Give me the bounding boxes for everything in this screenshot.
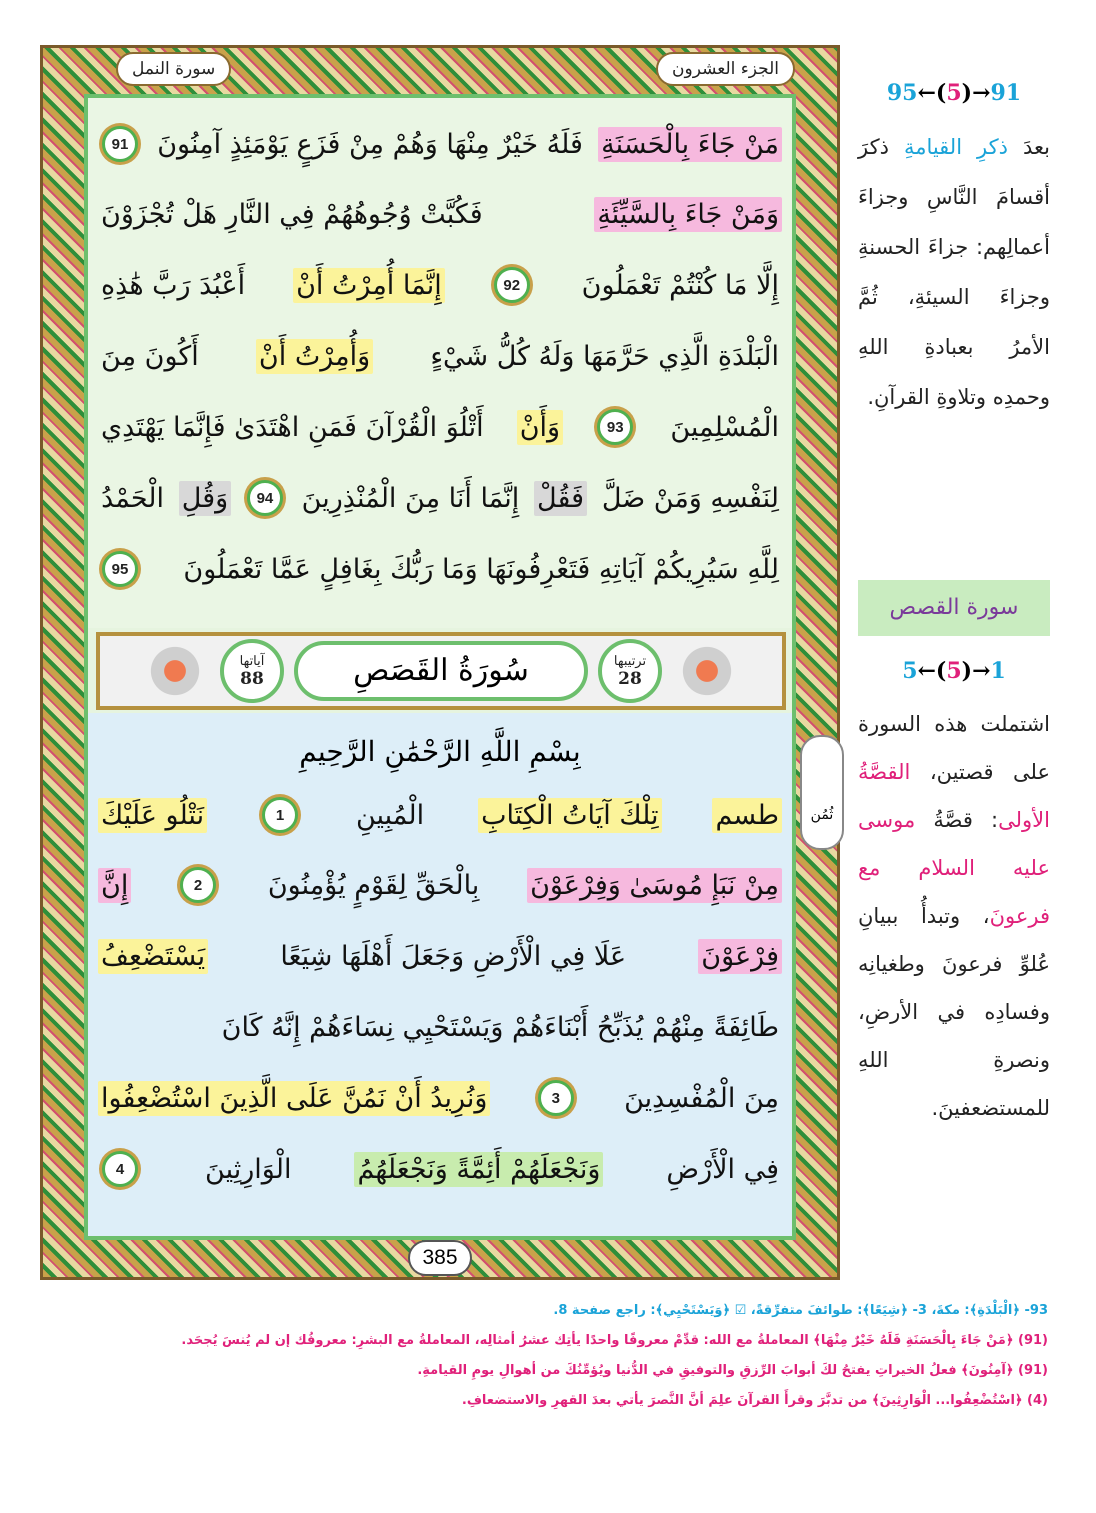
highlighted-phrase: فَقُلْ xyxy=(534,481,587,516)
verse-range-1: 95←(5)→91 xyxy=(886,80,1022,106)
highlighted-phrase: إِنَّمَا أُمِرْتُ أَنْ xyxy=(293,268,445,303)
range-to: 91 xyxy=(990,80,1022,106)
verses-label: آياتها xyxy=(239,653,265,669)
surah-order-badge xyxy=(598,639,662,703)
verse-line xyxy=(98,997,782,1057)
note-text: : قصَّةُ xyxy=(915,808,999,832)
verse-text: الْحَمْدُ xyxy=(101,482,165,514)
ayah-number-marker: 1 xyxy=(262,797,298,833)
note-text: ذكرَ أقسامَ النَّاسِ وجزاءَ أعمالِهم: جزاءَ الحسنةِ وجزاءَ السيئةِ، ثُمَّ الأمرُ بعبادةِ اللهِ وحمدِه وتلاوةِ القرآنِ. xyxy=(858,135,1050,409)
sidebar-note-2 xyxy=(858,700,1050,1132)
juz-header-label: الجزء العشرون xyxy=(656,52,795,86)
verse-text: الْوَارِثِينَ xyxy=(205,1153,292,1185)
order-label: ترتيبها xyxy=(613,653,647,669)
verse-text: أَتْلُوَ الْقُرْآنَ فَمَنِ اهْتَدَىٰ فَإِنَّمَا يَهْتَدِي xyxy=(101,411,484,443)
verse-text: طَائِفَةً مِنْهُمْ يُذَبِّحُ أَبْنَاءَهُمْ وَيَسْتَحْيِي نِسَاءَهُمْ إِنَّهُ كَانَ xyxy=(221,1011,779,1043)
sidebar-surah-title: سورة القصص xyxy=(858,580,1050,636)
highlighted-phrase: مِنْ نَبَإِ مُوسَىٰ وَفِرْعَوْنَ xyxy=(527,868,782,903)
highlighted-phrase: نَتْلُو عَلَيْكَ xyxy=(98,798,207,833)
note-text: اشتملت هذه السورة على قصتين، xyxy=(858,712,1050,784)
highlighted-phrase: وَقُلِ xyxy=(179,481,231,516)
verse-text: فَكُبَّتْ وُجُوهُهُمْ فِي النَّارِ هَلْ تُجْزَوْنَ xyxy=(101,198,483,230)
footnote: (91) ﴿آمِنُونَ﴾ فعلُ الخيراتِ يفتحُ لكَ أبوابَ الرِّزقِ والتوفيقِ في الدُّنيا ويُؤمِّنُكَ من أهوالِ يومِ القيامةِ. xyxy=(417,1363,1048,1378)
note-text: ، وتبدأُ ببيانِ عُلوِّ فرعونَ وطغيانِه وفسادِه في الأرضِ، ونصرةِ اللهِ للمستضعفينَ. xyxy=(858,904,1050,1120)
ornament-icon xyxy=(130,643,220,699)
highlighted-phrase: يَسْتَضْعِفُ xyxy=(98,939,208,974)
verse-text: فَلَهُ خَيْرٌ مِنْهَا وَهُمْ مِنْ فَزَعٍ يَوْمَئِذٍ آمِنُونَ xyxy=(157,128,583,160)
highlighted-phrase: وَنُرِيدُ أَنْ نَمُنَّ عَلَى الَّذِينَ اسْتُضْعِفُوا xyxy=(98,1081,490,1116)
ayah-number-marker: 93 xyxy=(597,409,633,445)
verse-line xyxy=(98,855,782,915)
surah-header-label: سورة النمل xyxy=(116,52,231,86)
highlighted-phrase: وَأُمِرْتُ أَنْ xyxy=(256,339,373,374)
order-number: 28 xyxy=(618,668,642,689)
verse-line xyxy=(98,539,782,599)
note-highlight: موسى عليه السلام مع فرعونَ xyxy=(858,808,1050,928)
verse-text: الْمُبِينِ xyxy=(355,799,425,831)
ayah-number-marker: 3 xyxy=(538,1080,574,1116)
verse-line xyxy=(98,114,782,174)
verse-text: بِالْحَقِّ لِقَوْمٍ يُؤْمِنُونَ xyxy=(267,869,480,901)
surah-banner xyxy=(96,632,786,710)
ornament-icon xyxy=(662,643,752,699)
footnote-vocab: 93- ﴿الْبَلْدَةِ﴾: مكةَ، 3- ﴿شِيَعًا﴾: طوائفَ متفرِّقةً، ☑ ﴿وَيَسْتَحْيِي﴾: راجع صفحة 8. xyxy=(553,1303,1048,1318)
ayah-number-marker: 94 xyxy=(247,480,283,516)
ayah-number-marker: 2 xyxy=(180,867,216,903)
page-number: 385 xyxy=(408,1240,472,1276)
ayah-number-marker: 91 xyxy=(102,126,138,162)
verse-text: إِلَّا مَا كُنْتُمْ تَعْمَلُونَ xyxy=(581,269,779,301)
footnote: (4) ﴿اسْتُضْعِفُوا... الْوَارِثِينَ﴾ من تدبَّرَ وقرأَ القرآنَ علِمَ أنَّ النَّصرَ يأتي بعدَ القهرِ والاستضعافِ. xyxy=(461,1393,1048,1408)
verse-text: الْمُسْلِمِينَ xyxy=(670,411,779,443)
verse-line xyxy=(98,468,782,528)
note-text: بعدَ xyxy=(1007,135,1050,159)
verse-line xyxy=(98,926,782,986)
verse-line xyxy=(98,1139,782,1199)
note-highlight: القصَّةُ الأولى xyxy=(858,760,1050,832)
verse-text: أَكُونَ مِنَ xyxy=(101,340,199,372)
range-to: 1 xyxy=(990,658,1006,684)
highlighted-phrase: فِرْعَوْنَ xyxy=(698,939,782,974)
verses-count-badge xyxy=(220,639,284,703)
ayah-number-marker: 4 xyxy=(102,1151,138,1187)
highlighted-phrase: طسم xyxy=(712,798,782,833)
verse-line xyxy=(98,326,782,386)
range-from: 95 xyxy=(886,80,918,106)
verses-count: 88 xyxy=(240,668,264,689)
range-count: 5 xyxy=(946,80,962,106)
verse-range-2: 5←(5)→1 xyxy=(902,658,1006,684)
ayah-number-marker: 92 xyxy=(494,267,530,303)
footnotes xyxy=(60,1300,1048,1420)
verse-line xyxy=(98,184,782,244)
verse-line xyxy=(98,255,782,315)
verse-text: الْبَلْدَةِ الَّذِي حَرَّمَهَا وَلَهُ كُلُّ شَيْءٍ xyxy=(430,340,779,372)
sidebar-note-1 xyxy=(858,122,1050,422)
range-count: 5 xyxy=(946,658,962,684)
ayah-number-marker: 95 xyxy=(102,551,138,587)
range-from: 5 xyxy=(902,658,918,684)
verse-line xyxy=(98,785,782,845)
verse-text: فِي الْأَرْضِ xyxy=(666,1153,779,1185)
verse-text: لِنَفْسِهِ وَمَنْ ضَلَّ xyxy=(601,482,779,514)
highlighted-phrase: وَمَنْ جَاءَ بِالسَّيِّئَةِ xyxy=(594,197,782,232)
verse-line xyxy=(98,397,782,457)
verse-text: عَلَا فِي الْأَرْضِ وَجَعَلَ أَهْلَهَا شِيَعًا xyxy=(280,940,627,972)
highlighted-phrase: مَنْ جَاءَ بِالْحَسَنَةِ xyxy=(598,127,782,162)
thumun-marker: ثُمُن xyxy=(800,735,844,850)
verse-text: أَعْبُدَ رَبَّ هَٰذِهِ xyxy=(101,269,246,301)
highlighted-phrase: إِنَّ xyxy=(98,868,131,903)
footnote: (91) ﴿مَنْ جَاءَ بِالْحَسَنَةِ فَلَهُ خَيْرٌ مِنْهَا﴾ المعاملةُ مع الله: قدِّمْ معروفًا واحدًا يأتِك عشرُ أمثالِه، المعاملةُ مع البشرِ: معروفُك إن لم يُنسَ يُجحَد. xyxy=(181,1333,1048,1348)
verse-text: لِلَّهِ سَيُرِيكُمْ آيَاتِهِ فَتَعْرِفُونَهَا وَمَا رَبُّكَ بِغَافِلٍ عَمَّا تَعْمَلُونَ xyxy=(183,553,779,585)
basmala: بِسْمِ اللَّهِ الرَّحْمَٰنِ الرَّحِيمِ xyxy=(299,735,581,768)
note-highlight: ذكرِ القيامةِ xyxy=(903,135,1008,159)
verse-text: مِنَ الْمُفْسِدِينَ xyxy=(624,1082,779,1114)
highlighted-phrase: وَأَنْ xyxy=(517,410,563,445)
surah-name: سُورَةُ القَصَصِ xyxy=(294,641,588,701)
verse-text: إِنَّمَا أَنَا مِنَ الْمُنْذِرِينَ xyxy=(301,482,520,514)
highlighted-phrase: وَنَجْعَلَهُمْ أَئِمَّةً وَنَجْعَلَهُمُ xyxy=(354,1152,603,1187)
highlighted-phrase: تِلْكَ آيَاتُ الْكِتَابِ xyxy=(478,798,661,833)
verse-line xyxy=(98,1068,782,1128)
